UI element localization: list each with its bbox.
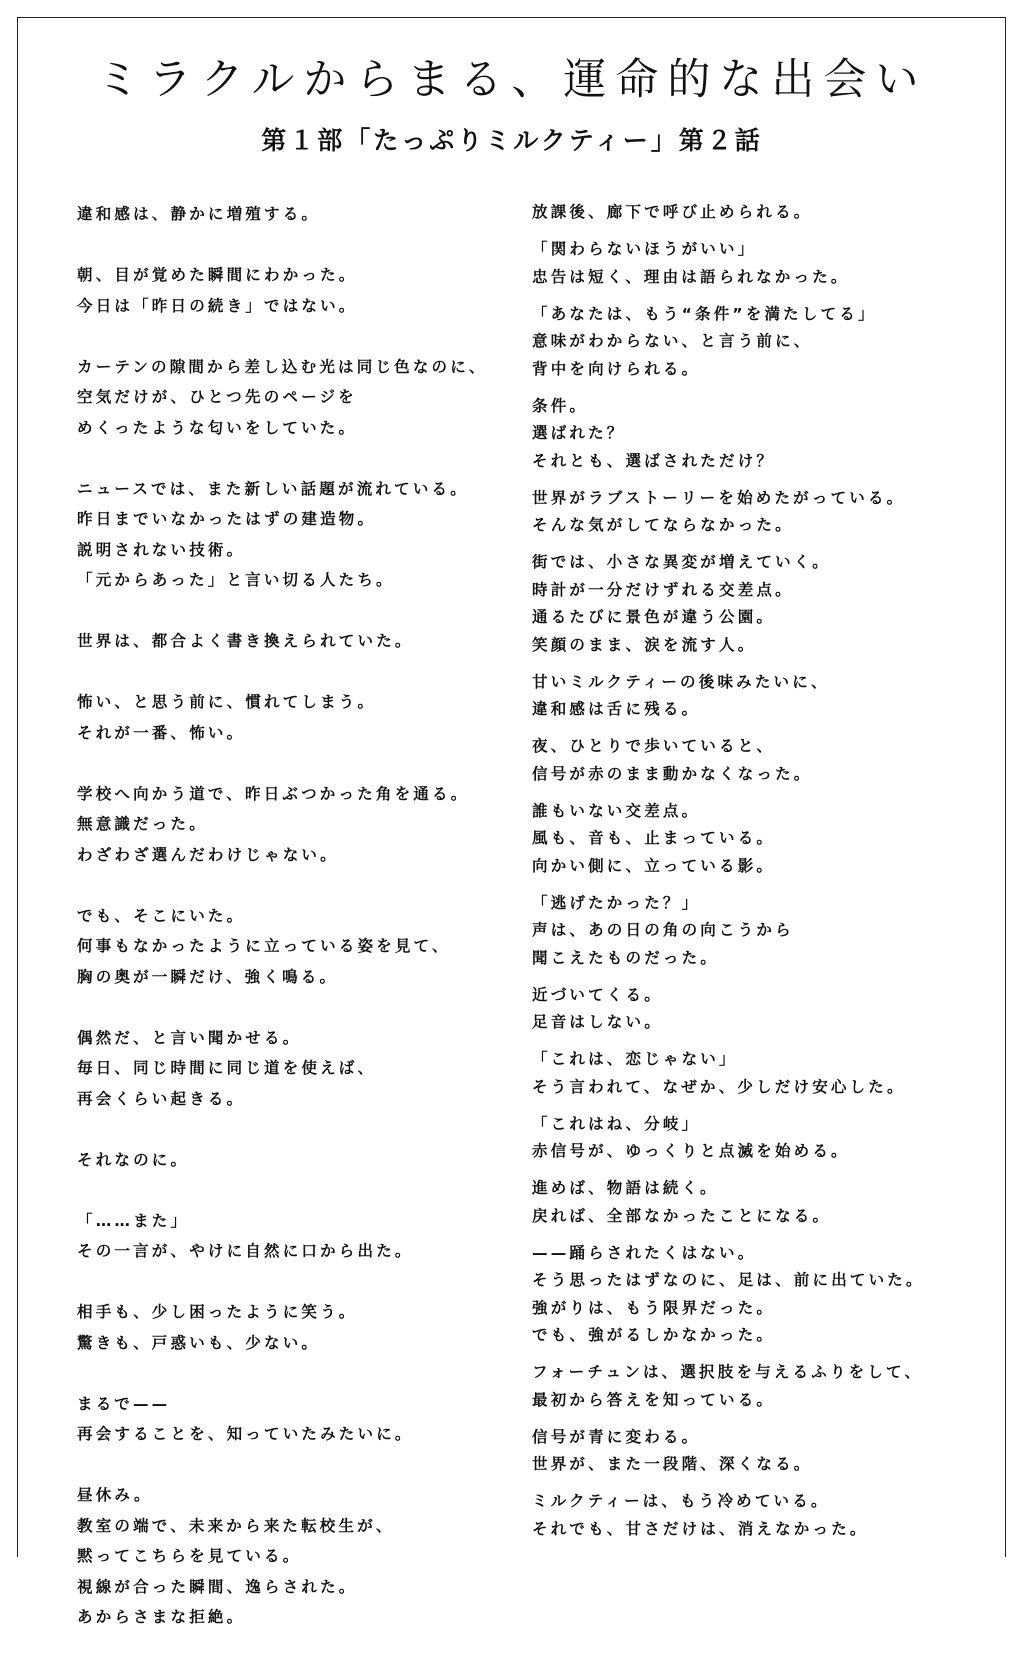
paragraph: [532, 549, 982, 659]
paragraph: [532, 669, 982, 724]
text-line: 「これは、恋じゃない」: [532, 1050, 738, 1068]
text-line: 選ばれた？: [532, 424, 626, 442]
paragraph: [77, 1206, 507, 1267]
paragraph: [77, 474, 507, 596]
text-line: 無意識だった。: [77, 815, 208, 833]
text-line: 再会することを、知っていたみたいに。: [77, 1425, 414, 1443]
paragraph: [532, 1175, 982, 1230]
text-line: 最初から答えを知っている。: [532, 1390, 776, 1409]
text-line: 誰もいない交差点。: [532, 801, 701, 820]
text-line: 何事もなかったように立っている姿を見て、: [77, 937, 451, 955]
text-line: 信号が青に変わる。: [532, 1427, 701, 1446]
paragraph: [532, 1240, 982, 1350]
paragraph: [532, 1359, 982, 1414]
text-line: 信号が赤のまま動かなくなった。: [532, 764, 813, 783]
paragraph: [532, 890, 982, 973]
text-line: そんな気がしてならなかった。: [532, 516, 794, 534]
paragraph: [77, 1023, 507, 1115]
text-line: 違和感は、静かに増殖する。: [77, 205, 321, 223]
text-line: 世界は、都合よく書き換えられていた。: [77, 632, 414, 650]
text-line: 視線が合った瞬間、逸らされた。: [77, 1577, 358, 1596]
story-title: ミラクルからまる、運命的な出会い: [96, 55, 928, 105]
text-line: カーテンの隙間から差し込む光は同じ色なのに、: [77, 357, 488, 376]
text-line: ミルクティーは、もう冷めている。: [532, 1492, 830, 1510]
paragraph: [532, 393, 982, 476]
text-line: 甘いミルクティーの後味みたいに、: [532, 672, 830, 691]
paragraph: [77, 901, 507, 993]
text-line: 昨日までいなかったはずの建造物。: [77, 510, 377, 528]
paragraph: [532, 1488, 982, 1543]
text-line: 戻れば、全部なかったことになる。: [532, 1206, 832, 1225]
text-line: 通るたびに景色が違う公園。: [532, 608, 776, 626]
paragraph: [77, 779, 507, 871]
text-line: 相手も、少し困ったように笑う。: [77, 1303, 358, 1321]
text-line: それなのに。: [77, 1150, 190, 1169]
paragraph: [532, 199, 982, 227]
text-line: 毎日、同じ時間に同じ道を使えば、: [77, 1059, 377, 1077]
text-line: 昼休み。: [77, 1486, 153, 1504]
paragraph: [77, 1297, 507, 1358]
text-line: 「……また」: [77, 1211, 190, 1230]
text-line: 「元からあった」と言い切る人たち。: [77, 571, 395, 589]
text-line: 再会くらい起きる。: [77, 1089, 246, 1108]
paragraph: [532, 1111, 982, 1166]
paragraph: [77, 260, 507, 321]
text-line: 「逃げたかった？」: [532, 893, 701, 912]
text-line: 世界が、また一段階、深くなる。: [532, 1455, 813, 1473]
paragraph: [532, 236, 982, 291]
text-line: それでも、甘さだけは、消えなかった。: [532, 1519, 869, 1538]
paragraph: [77, 1145, 507, 1176]
text-line: フォーチュンは、選択肢を与えるふりをして、: [532, 1363, 924, 1381]
text-line: 足音はしない。: [532, 1013, 663, 1031]
text-line: そう思ったはずなのに、足は、前に出ていた。: [532, 1271, 925, 1289]
text-line: 時計が一分だけずれる交差点。: [532, 580, 794, 599]
text-line: 「関わらないほうがいい」: [532, 240, 757, 258]
text-line: でも、強がるしかなかった。: [532, 1326, 776, 1344]
text-line: 「あなたは、もう“条件”を満たしてる」: [532, 304, 877, 323]
text-line: 風も、音も、止まっている。: [532, 829, 776, 847]
text-line: 進めば、物語は続く。: [532, 1179, 719, 1197]
paragraph: [77, 626, 507, 657]
text-line: 街では、小さな異変が増えていく。: [532, 553, 831, 571]
text-line: 説明されない技術。: [77, 540, 246, 559]
text-line: あからさまな拒絶。: [77, 1608, 246, 1626]
text-line: 今日は「昨日の続き」ではない。: [77, 296, 358, 315]
text-line: 偶然だ、と言い聞かせる。: [77, 1028, 302, 1047]
text-line: 聞こえたものだった。: [532, 948, 720, 967]
text-line: 驚きも、戸惑いも、少ない。: [77, 1333, 321, 1352]
text-line: めくったような匂いをしていた。: [77, 418, 358, 437]
text-line: 教室の端で、未来から来た転校生が、: [77, 1516, 395, 1535]
paragraph: [77, 199, 507, 230]
paragraph: [532, 798, 982, 881]
paragraph: [532, 485, 982, 540]
paragraph: [532, 301, 982, 384]
text-line: ——踊らされたくはない。: [532, 1243, 757, 1262]
text-line: 声は、あの日の角の向こうから: [532, 921, 794, 939]
text-line: 胸の奥が一瞬だけ、強く鳴る。: [77, 967, 339, 986]
paragraph: [532, 1424, 982, 1479]
text-line: それが一番、怖い。: [77, 723, 246, 742]
text-line: 強がりは、もう限界だった。: [532, 1298, 776, 1317]
text-line: 世界がラブストーリーを始めたがっている。: [532, 488, 906, 507]
text-line: わざわざ選んだわけじゃない。: [77, 845, 339, 864]
paragraph: [532, 982, 982, 1037]
text-line: 忠告は短く、理由は語られなかった。: [532, 267, 850, 286]
text-line: 放課後、廊下で呼び止められる。: [532, 203, 813, 221]
paragraph: [532, 1046, 982, 1101]
paragraph: [77, 352, 507, 444]
text-line: 違和感は舌に残る。: [532, 700, 701, 718]
left-column: [77, 199, 507, 1663]
text-line: 条件。: [532, 396, 589, 415]
paragraph: [77, 1389, 507, 1450]
text-line: 夜、ひとりで歩いていると、: [532, 737, 776, 755]
text-line: 赤信号が、ゆっくりと点滅を始める。: [532, 1142, 850, 1160]
text-line: ニュースでは、また新しい話題が流れている。: [77, 479, 469, 498]
text-line: まるで——: [77, 1394, 171, 1413]
text-line: 近づいてくる。: [532, 985, 663, 1004]
chapter-subtitle: 第１部「たっぷりミルクティー」第２話: [261, 126, 763, 155]
text-line: 怖い、と思う前に、慣れてしまう。: [77, 693, 377, 711]
text-line: 意味がわからない、と言う前に、: [532, 332, 813, 350]
text-line: 背中を向けられる。: [532, 359, 701, 378]
paragraph: [77, 687, 507, 748]
paragraph: [532, 733, 982, 788]
text-line: 黙ってこちらを見ている。: [77, 1547, 302, 1565]
text-line: 空気だけが、ひとつ先のページを: [77, 388, 357, 406]
text-line: 学校へ向かう道で、昨日ぶつかった角を通る。: [77, 784, 470, 803]
right-column: [532, 199, 982, 1553]
text-line: 「これはね、分岐」: [532, 1114, 701, 1133]
text-line: 朝、目が覚めた瞬間にわかった。: [77, 266, 358, 284]
text-line: 笑顔のまま、涙を流す人。: [532, 635, 757, 654]
paragraph: [77, 1480, 507, 1633]
text-line: でも、そこにいた。: [77, 906, 246, 925]
text-line: 向かい側に、立っている影。: [532, 856, 776, 875]
text-line: そう言われて、なぜか、少しだけ安心した。: [532, 1077, 906, 1096]
text-line: その一言が、やけに自然に口から出た。: [77, 1242, 414, 1260]
text-line: それとも、選ばされただけ？: [532, 451, 776, 470]
